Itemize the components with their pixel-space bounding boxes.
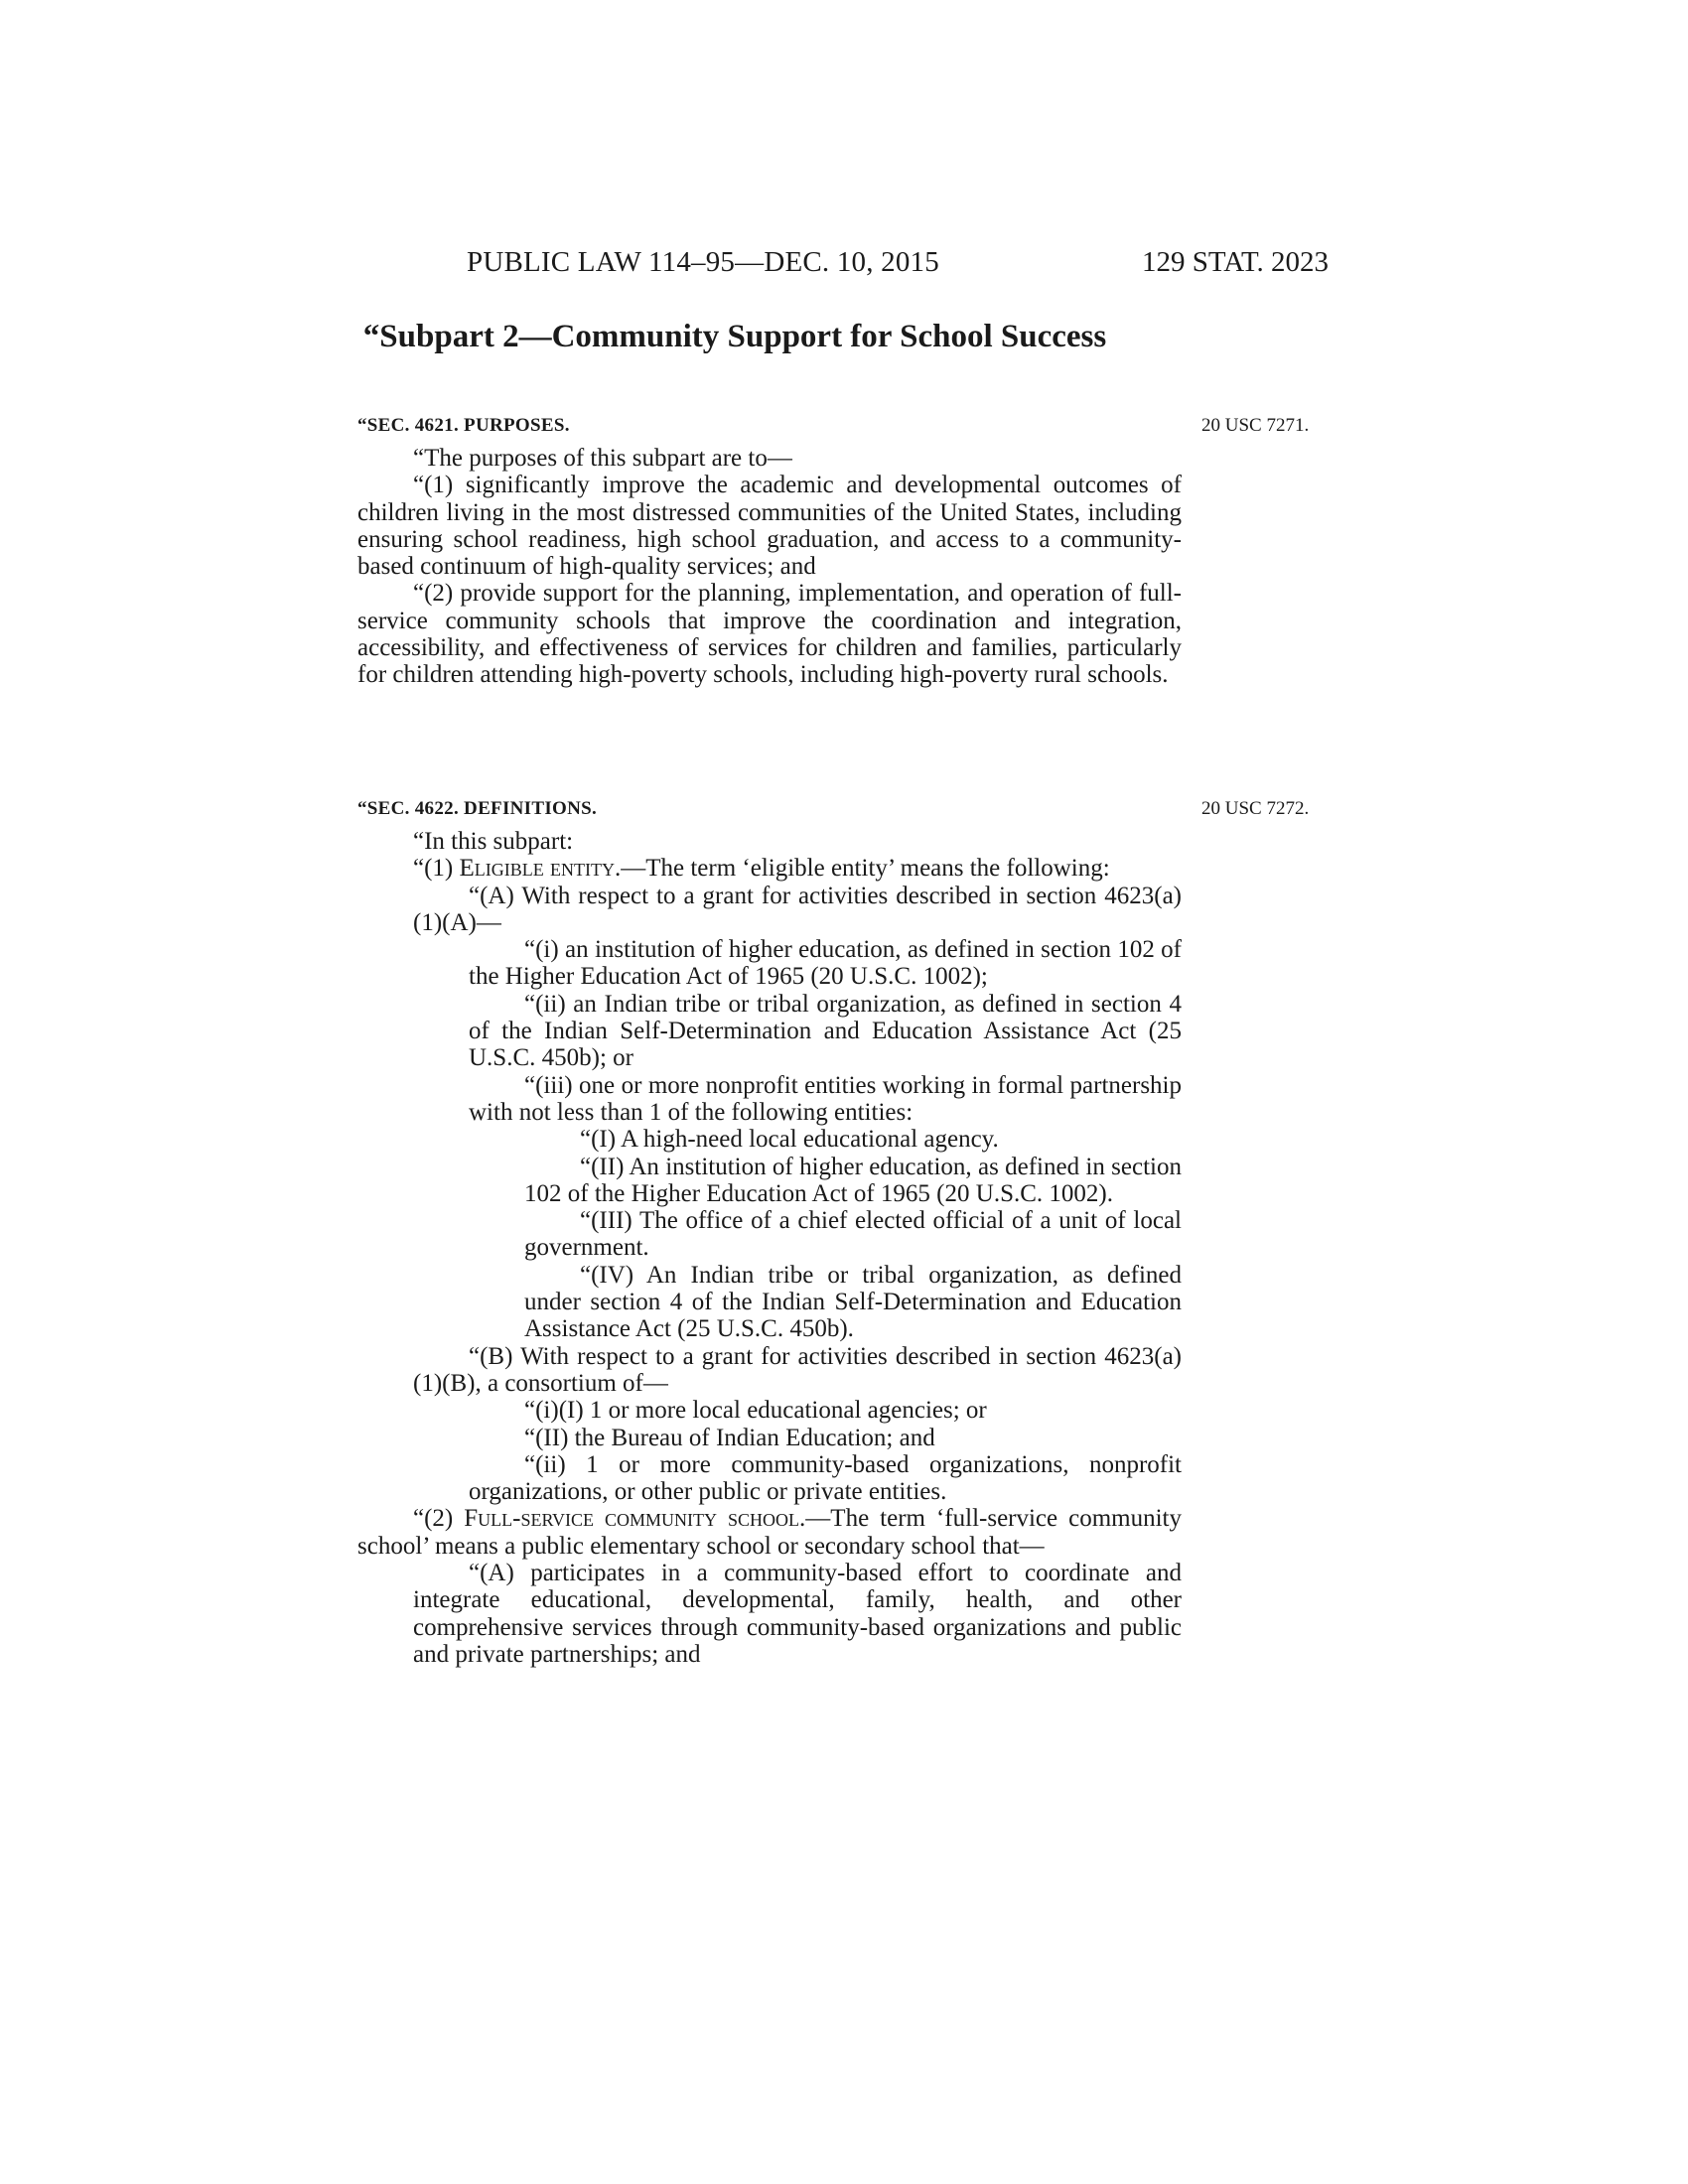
clause-B: “(B) With respect to a grant for activities described in section 4623(a)(1)(B), a consortium of— [413,1342,1182,1397]
definition-eligible-entity [357,855,1182,882]
definition-number: “(1) [413,855,460,883]
purpose-2: “(2) provide support for the planning, implementation, and operation of full-service community schools that improve the coordination and integration, accessibility, and effectiveness of services for children and families, particularly for children attending high-poverty schools, including high-poverty rural schools. [357,580,1182,689]
definition-number: “(2) [413,1505,465,1533]
definition-full-service-community-school [357,1505,1182,1560]
running-header-citation: PUBLIC LAW 114–95—DEC. 10, 2015 [467,246,939,278]
running-header-stat-page: 129 STAT. 2023 [1142,246,1330,278]
clause-B-ii: “(ii) 1 or more community-based organizations, nonprofit organizations, or other public or private entities. [469,1450,1182,1506]
clause-A-ii: “(ii) an Indian tribe or tribal organization, as defined in section 4 of the Indian Self-Determination and Education Assistance Act (25 U.S.C. 450b); or [469,990,1182,1072]
clause-A-i: “(i) an institution of higher education, as defined in section 102 of the Higher Education Act of 1965 (20 U.S.C. 1002); [469,936,1182,991]
subpart-title: “Subpart 2—Community Support for School Success [362,319,1107,354]
clause-A: “(A) With respect to a grant for activities described in section 4623(a)(1)(A)— [413,882,1182,936]
margin-note-usc-7272: 20 USC 7272. [1201,798,1310,819]
definition-text: .—The term ‘eligible entity’ means the following: [614,855,1110,883]
clause-2-A: “(A) participates in a community-based effort to coordinate and integrate educational, developmental, family, health, and other comprehensive services through community-based organizations and public and private partnerships; and [413,1560,1182,1668]
defined-term-eligible-entity: Eligible entity [459,855,615,883]
purpose-1: “(1) significantly improve the academic and developmental outcomes of children living in the most distressed communities of the United States, including ensuring school readiness, high school graduation, and access to a community-based continuum of high-quality services; and [357,472,1182,581]
clause-B-i-I: “(i)(I) 1 or more local educational agencies; or [524,1397,987,1425]
clause-A-iii-III: “(III) The office of a chief elected official of a unit of local government. [524,1207,1182,1262]
clause-A-iii-I: “(I) A high-need local educational agency. [580,1126,999,1154]
definitions-intro: “In this subpart: [413,828,574,855]
section-heading-4622: “SEC. 4622. DEFINITIONS. [357,798,598,819]
defined-term-full-service-community-school: Full-service community school [464,1505,800,1533]
section-heading-4621: “SEC. 4621. PURPOSES. [357,415,570,436]
clause-A-iii: “(iii) one or more nonprofit entities working in formal partnership with not less than 1 of the following entities: [469,1071,1182,1126]
clause-B-II: “(II) the Bureau of Indian Education; and [524,1424,935,1451]
section-4621-body [357,445,1182,689]
definition-text: .—The term ‘full-service community school’ means a public elementary school or secondary school that— [357,1505,1183,1560]
clause-A-iii-IV: “(IV) An Indian tribe or tribal organization, as defined under section 4 of the Indian Self-Determination and Education Assistance Act (25 U.S.C. 450b). [524,1261,1182,1343]
clause-A-iii-II: “(II) An institution of higher education, as defined in section 102 of the Higher Education Act of 1965 (20 U.S.C. 1002). [524,1153,1182,1207]
section-4622-body [357,828,1182,1668]
purposes-intro: “The purposes of this subpart are to— [413,445,792,472]
margin-note-usc-7271: 20 USC 7271. [1201,415,1310,436]
